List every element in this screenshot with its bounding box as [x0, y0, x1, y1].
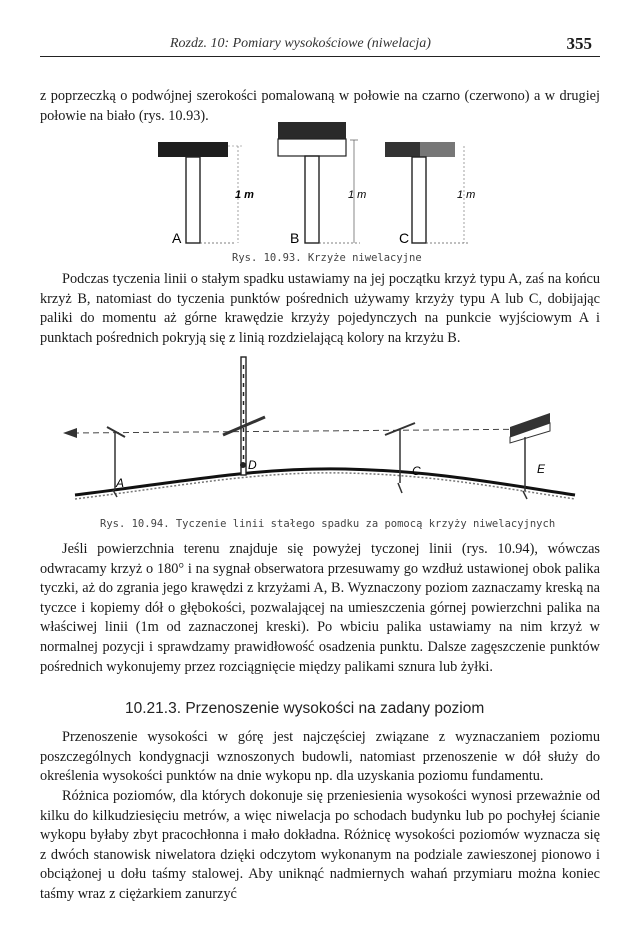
staff-d [223, 357, 265, 475]
label-e: E [537, 462, 546, 476]
cross-b-dimension: 1 m [348, 189, 367, 201]
paragraph-2: Podczas tyczenia linii o stałym spadku ustawiamy na jej początku krzyż typu A, zaś na końcu krzyż B, natomiast do tyczenia punktów pośrednich używamy krzyży typu A lub C, dobijając paliki do momentu aż górne krawędzie krzyży pojedynczych na punkcie wyjściowym A i punktach pośrednich pokryją się z linią rozdzielającą kolory na krzyżu B. [40, 271, 600, 346]
cross-a-bar [158, 142, 228, 157]
figure-10-93 [150, 118, 490, 248]
figure-10-93-caption: Rys. 10.93. Krzyże niwelacyjne [232, 252, 422, 264]
cross-c-field [385, 423, 421, 493]
cross-b [278, 122, 366, 246]
section-heading: 10.21.3. Przenoszenie wysokości na zadany poziom [125, 700, 485, 717]
cross-b-bar-dark [278, 122, 346, 139]
figure-10-94 [55, 355, 585, 515]
cross-c [385, 142, 475, 246]
label-c: C [412, 464, 421, 478]
cross-b-post [305, 156, 319, 243]
running-header-title: Rozdz. 10: Pomiary wysokościowe (niwelacja) [170, 36, 431, 51]
label-a: A [116, 476, 125, 490]
cross-a [158, 142, 254, 246]
cross-a-dimension: 1 m [235, 189, 254, 201]
terrain-profile [75, 469, 575, 495]
label-d: D [248, 458, 257, 472]
paragraph-4: Przenoszenie wysokości w górę jest najczęściej związane z wyznaczaniem poziomu poszczególnych kondygnacji wznoszonych budowli, natomiast przenoszenie w dół służy do określenia wysokości punktów na dnie wykopu np. dla uzyskania poziomu fundamentu. [40, 729, 600, 785]
arrow-left-icon [63, 428, 77, 438]
figure-10-94-caption: Rys. 10.94. Tyczenie linii stałego spadku za pomocą krzyży niwelacyjnych [100, 518, 556, 530]
cross-c-bar-light [420, 142, 455, 157]
paragraph-3: Jeśli powierzchnia terenu znajduje się powyżej tyczonej linii (rys. 10.94), wówczas odwracamy krzyż o 180° i na sygnał obserwatora przesuwamy go wzdłuż ustawionej obok palika tyczki, aż do zgrania jego krawędzi z krzyżami A, B. Wyznaczony poziom zaznaczamy kreską na tyczce i kopiemy dół o głębokości, pozwalającej na umieszczenia górnej powierzchni palika na właściwej linii (1m od zaznaczonej kreski). Po wbiciu palika ustawiamy na nim krzyż w normalnej pozycji i sprawdzamy prawidłowość osadzenia punktu. Dalsze zagęszczenie punktów pośrednich wykonujemy przez rozciągnięcie między palikami sznura lub żyłki. [40, 541, 600, 675]
header-rule [40, 56, 600, 57]
cross-c-label: C [399, 230, 410, 246]
cross-c-dimension: 1 m [457, 189, 476, 201]
page-header [40, 36, 600, 58]
cross-b-label: B [290, 230, 300, 246]
paragraph-5: Różnica poziomów, dla których dokonuje się przeniesienia wysokości wynosi przeważnie od kilku do kilkudziesięciu metrów, a więc niwelacja po schodach budynku lub po pochyłej ścianie wykopu byłaby zbyt pracochłonna i mało dokładna. Różnicę wysokości poziomów wyznacza się z dwóch stanowisk niwelatora dzięki odczytom wykonanym na podziale zawieszonej pionowo i obciążonej u dołu taśmy stalowej. Aby uniknąć nadmiernych wahań przymiaru można koniec taśmy wraz z ciężarkiem zanurzyć [40, 788, 600, 902]
cross-b-bar-white [278, 139, 346, 156]
cross-a-label: A [172, 230, 182, 246]
sight-line [73, 429, 550, 433]
cross-a-field [107, 427, 125, 497]
cross-a-post [186, 157, 200, 243]
page-number: 355 [566, 34, 592, 53]
cross-c-post [412, 157, 426, 243]
paragraph-1: z poprzeczką o podwójnej szerokości pomalowaną w połowie na czarno (czerwono) a w drugiej połowie na biało (rys. 10.93). [40, 88, 600, 124]
